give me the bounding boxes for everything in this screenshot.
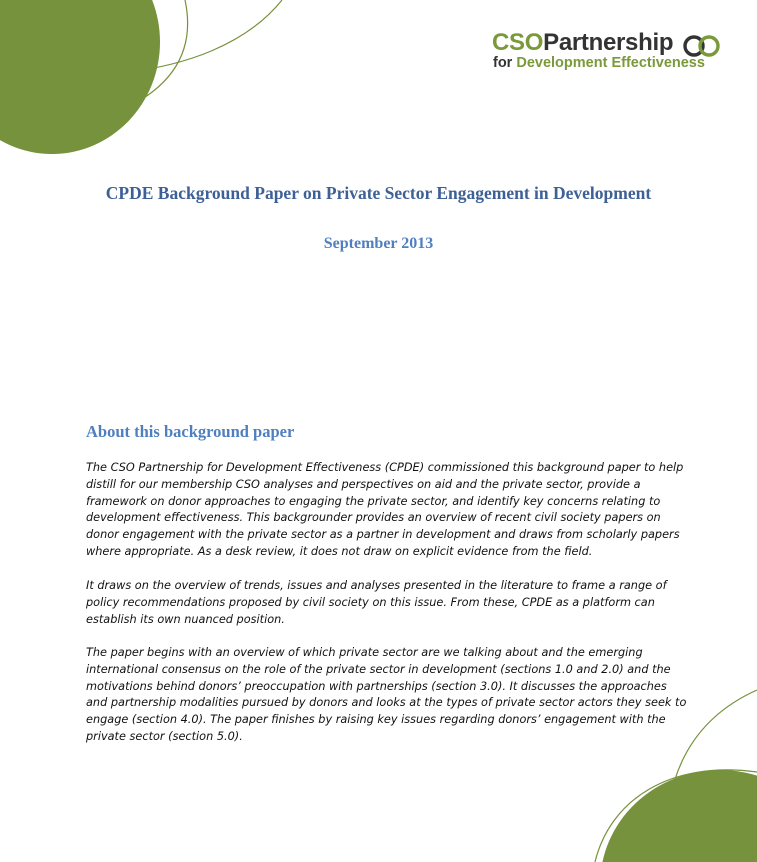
top-left-swoosh-outer: [95, 0, 282, 75]
logo-development-effectiveness-text: Development Effectiveness: [516, 55, 705, 71]
paragraph-2: [86, 578, 686, 628]
paragraph-line: It draws on the overview of trends, issues and analyses presented in the literature to frame a range of: [86, 579, 667, 592]
logo-for-text: for: [493, 55, 517, 71]
paragraph-line: donor engagement with the private sector as a partner in development and draws from scholarly papers: [86, 528, 680, 542]
paragraph-line: where appropriate. As a desk review, it does not draw on explicit evidence from the field.: [86, 544, 593, 558]
logo-partnership-text: Partnership: [543, 29, 674, 56]
top-left-green-blob: [0, 0, 160, 154]
section-heading: About this background paper: [86, 422, 295, 441]
bottom-right-green-blob: [600, 770, 757, 862]
logo-cso-text: CSO: [492, 29, 544, 56]
bottom-right-swoosh-inner: [595, 770, 757, 862]
logo-wordmark: [492, 30, 673, 56]
paragraph-1: [86, 460, 686, 561]
paragraph-line: development effectiveness. This backgrounder provides an overview of recent civil society papers on: [86, 511, 661, 525]
document-title: CPDE Background Paper on Private Sector Engagement in Development: [105, 183, 652, 203]
top-left-swoosh-inner: [60, 0, 188, 130]
paragraph-line: private sector (section 5.0).: [86, 729, 243, 743]
paragraph-line: policy recommendations proposed by civil society on this issue. From these, CPDE as a platform can: [86, 595, 655, 609]
paragraph-line: engage (section 4.0). The paper finishes by raising key issues regarding donors’ engagement with the: [86, 713, 666, 727]
paragraph-3: [86, 645, 686, 746]
paragraph-line: framework on donor approaches to engaging the private sector, and identify key concerns relating to: [86, 494, 661, 508]
paragraph-line: motivations behind donors’ preoccupation with partnerships (section 3.0). It discusses the approaches: [86, 679, 667, 693]
paragraph-line: international consensus on the role of the private sector in development (sections 1.0 and 2.0) and the: [86, 662, 671, 676]
paragraph-line: distill for our membership CSO analyses and perspectives on aid and the private sector, provide a: [86, 477, 641, 491]
cso-partnership-logo: [492, 30, 732, 74]
paragraph-line: The paper begins with an overview of which private sector are we talking about and the emerging: [86, 646, 643, 659]
paragraph-line: The CSO Partnership for Development Effectiveness (CPDE) commissioned this background paper to help: [86, 461, 684, 474]
paragraph-line: establish its own nuanced position.: [86, 612, 285, 626]
paragraph-line: and partnership modalities pursued by donors and looks at the types of private sector actors they seek to: [86, 696, 687, 710]
logo-tagline: [493, 55, 705, 72]
top-left-decoration: [0, 0, 320, 170]
document-date: September 2013: [323, 235, 434, 252]
